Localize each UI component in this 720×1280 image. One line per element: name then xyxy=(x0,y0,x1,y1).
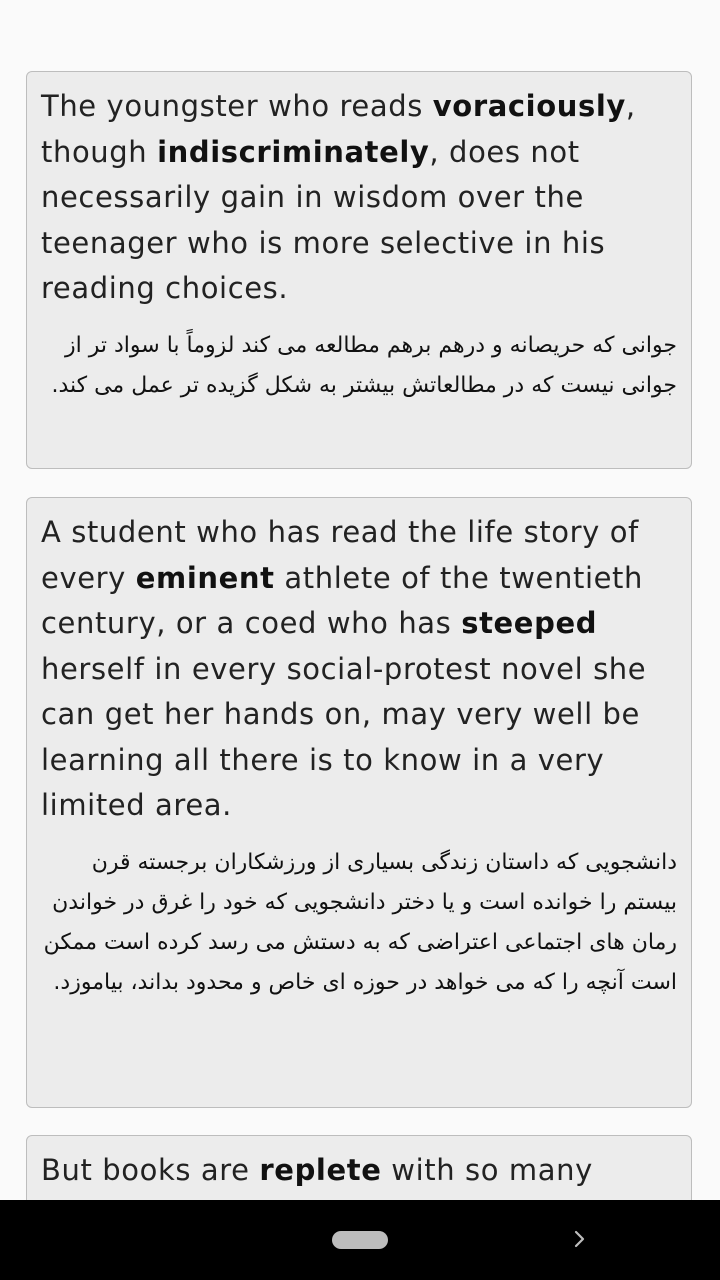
vocab-word: indiscriminately xyxy=(157,134,430,169)
english-text-segment: The youngster who reads xyxy=(41,89,433,123)
sentence-card[interactable] xyxy=(26,71,692,469)
sentence-card[interactable] xyxy=(26,497,692,1108)
home-pill-icon[interactable] xyxy=(332,1231,388,1249)
sentence-card[interactable] xyxy=(26,1135,692,1200)
system-navigation-bar xyxy=(0,1200,720,1280)
english-text-segment: But books are xyxy=(41,1153,260,1187)
vocab-word: steeped xyxy=(461,606,598,640)
english-text-segment: herself in every social-protest novel she can get her hands on, may very well be learning all there is to know in a very limited area. xyxy=(41,651,647,822)
english-sentence xyxy=(41,510,677,829)
vocab-word: eminent xyxy=(135,560,275,595)
english-sentence xyxy=(41,1148,677,1194)
chevron-right-icon[interactable] xyxy=(570,1224,590,1254)
english-text-segment: , does not necessarily gain in wisdom over the teenager who is more selective in his reading choices. xyxy=(41,134,606,305)
vocab-word: voraciously xyxy=(432,89,626,123)
english-text-segment: with so many xyxy=(381,1153,593,1187)
english-sentence xyxy=(41,84,677,312)
persian-translation: جوانی که حریصانه و درهم برهم مطالعه می کند لزوماً با سواد تر از جوانی نیست که در مطالعاتش بیشتر به شکل گزیده تر عمل می کند. xyxy=(51,332,677,398)
vocab-word: replete xyxy=(259,1153,382,1187)
english-text-segment: A student who has read the life story of every xyxy=(41,515,639,595)
english-text-segment: athlete of the twentieth century, or a coed who has xyxy=(41,560,643,640)
english-text-segment: , though xyxy=(41,89,636,169)
persian-translation: دانشجویی که داستان زندگی بسیاری از ورزشکاران برجسته قرن بیستم را خوانده است و یا دختر دانشجویی که خود را غرق در خواندن رمان های اجتماعی اعتراضی که به دستش می رسد کرده است ممکن است آنچه را که می خواهد در حوزه ای خاص و محدود بداند، بیاموزد. xyxy=(43,849,677,995)
